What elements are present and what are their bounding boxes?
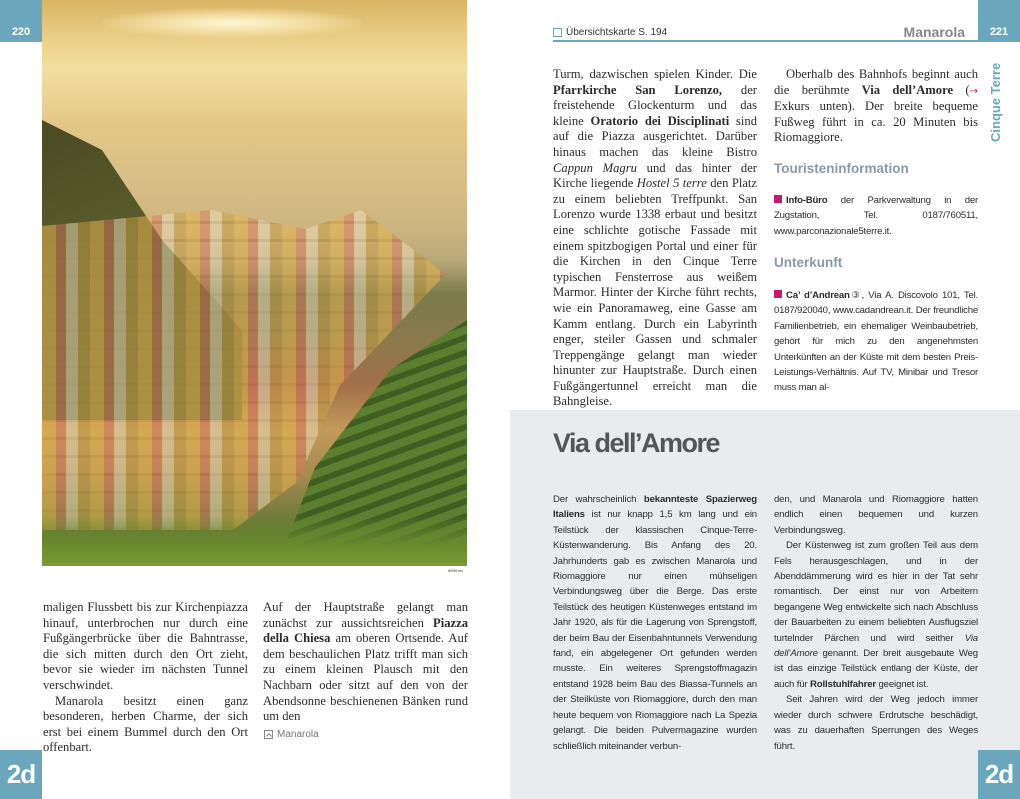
touristinfo-entry: Info-Büro der Parkverwaltung in der Zugstation, Tel. 0187/760511, www.parconazionale5terre.it. — [774, 195, 978, 237]
exkurs-column-2 — [774, 492, 978, 754]
paragraph: Der wahrscheinlich bekannteste Spazierweg Italiens ist nur knapp 1,5 km lang und ein Teilstück der klassischen Cinque-Terre-Küstenwanderung. Bis Anfang des 20. Jahrhunderts gab es zwischen Manarola und Riomaggiore nur einen mühseligen Verbindungsweg über die Berge. Das erste Teilstück des heutigen Küstenweges entstand im Jahr 1920, als für die Lagerung von Sprengstoff, der beim Bau der Eisenbahntunnels Verwendung fand, ein abgelegener Ort gefunden werden musste. Ein weiteres Sprengstoffmagazin entstand 1928 beim Bau des Biassa-Tunnels an der Steilküste von Riomaggiore, durch den man heute bequem von Riomaggiore nach La Spezia gelangt. Die beiden Pulvermagazine wurden schließlich miteinander verbun- — [553, 494, 757, 752]
accommodation-entry: Ca’ d’Andrean③, Via A. Discovolo 101, Tel. 0187/920040, www.cadandrean.it. Der freundliche Familienbetrieb, ein ehemaliger Weinbaubetrieb, gehört für mich zu den angenehmsten Unterkünften an der Küste mit dem besten Preis-Leistungs-Verhältnis. Auf TV, Minibar und Tresor muss man al- — [774, 290, 979, 394]
right-text-column-1 — [553, 67, 757, 410]
running-header-title: Manarola — [903, 24, 965, 40]
chapter-tab-right: 2d — [978, 750, 1020, 799]
paragraph: Oberhalb des Bahnhofs beginnt auch die berühmte Via dell’Amore (→ Exkurs unten). Der breite bequeme Fußweg führt in ca. 20 Minuten bis Riomaggiore. — [774, 67, 978, 145]
paragraph: den, und Manarola und Riomaggiore hatten endlich einen bequemen und kurzen Verbindungsweg. — [774, 494, 978, 536]
overview-map-reference[interactable] — [553, 27, 667, 38]
header-rule — [553, 40, 978, 42]
arrow-right-icon: → — [969, 85, 978, 97]
exkurs-title: Via dell’Amore — [553, 428, 720, 458]
left-text-column-1 — [43, 600, 248, 756]
map-box-icon — [553, 28, 562, 37]
paragraph: Seit Jahren wird der Weg jedoch immer wieder durch schwere Erdrutsche beschädigt, was zu dauerhaften Sperrungen des Weges führt. — [774, 694, 978, 752]
overview-map-label: Übersichtskarte S. 194 — [566, 27, 668, 38]
exkurs-column-1 — [553, 492, 757, 754]
page-number-left: 220 — [0, 0, 42, 42]
chapter-tab-left: 2d — [0, 750, 42, 799]
highlight-piazza: Piazza della Chiesa — [263, 615, 468, 646]
photo-credit: 959lf mc — [448, 568, 464, 573]
bullet-square-icon — [774, 195, 782, 203]
paragraph: Manarola besitzt einen ganz besonderen, herben Charme, der sich erst bei einem Bummel durch den Ort offenbart. — [43, 693, 248, 755]
page-number-right: 221 — [978, 0, 1020, 42]
paragraph: Turm, dazwischen spielen Kinder. Die Pfarrkirche San Lorenzo, der freistehende Glockenturm und das kleine Oratorio dei Disciplinati sind auf die Piazza ausgerichtet. Darüber hinaus machen das kleine Bistro Cappun Magru und das hinter der Kirche liegende Hostel 5 terre den Platz zu einem beliebten Treffpunkt. San Lorenzo wurde 1338 erbaut und besitzt eine schlichte gotische Fassade mit einem spitzbogigen Portal und einer für die Kirchen in den Cinque Terre typischen Fensterrose aus weißem Marmor. Hinter der Kirche führt rechts, wie ein Panoramaweg, eine Gasse am Kamm entlang. Durch ein Labyrinth enger, steiler Gassen und schmaler Treppengänge gelangt man wieder hinunter zur Hauptstraße. Durch einen Fußgängertunnel erreicht man die Bahngleise. — [553, 67, 758, 409]
bullet-square-icon — [774, 290, 782, 298]
touristinfo-heading: Touristeninformation — [774, 161, 909, 176]
map-reference[interactable] — [264, 729, 319, 740]
sea-glare — [102, 8, 362, 38]
paragraph: Auf der Hauptstraße gelangt man zunächst zur aussichtsreichen Piazza della Chiesa am oberen Ortsende. Auf dem beschaulichen Platz trifft man sich zu einem kleinen Plausch mit den Nachbarn oder sitzt auf den von der Abendsonne beschienenen Bänken rund um den — [263, 600, 468, 724]
accommodation-heading: Unterkunft — [774, 255, 843, 270]
paragraph: Der Küstenweg ist zum großen Teil aus dem Fels herausgeschlagen, und in der Abenddämmerung wird es hier in der Tat sehr romantisch. Der einst nur von Arbeitern begangene Weg entwickelte sich nach Abschluss der Bauarbeiten zu einem beliebten Ausflugsziel turtelnder Pärchen und wird seither Via dell’Amore genannt. Der breit ausgebaute Weg ist das einzige Teilstück entlang der Küste, der auch für Rollstuhlfahrer geeignet ist. — [774, 540, 978, 690]
paragraph: maligen Flussbett bis zur Kirchenpiazza hinauf, unterbrochen nur durch eine Fußgängerbrücke über die Bahntrasse, die sich mitten durch den Ort zieht, bevor sie wieder im nächsten Tunnel verschwindet. — [43, 600, 248, 692]
map-reference-label: Manarola — [277, 729, 319, 740]
map-up-icon — [264, 730, 273, 739]
right-text-column-2 — [774, 67, 978, 146]
photo-foreground — [42, 516, 467, 566]
region-side-label: Cinque Terre — [988, 62, 1003, 142]
price-category: ③ — [849, 290, 862, 301]
manarola-photo — [42, 0, 467, 566]
left-text-column-2 — [263, 600, 468, 725]
